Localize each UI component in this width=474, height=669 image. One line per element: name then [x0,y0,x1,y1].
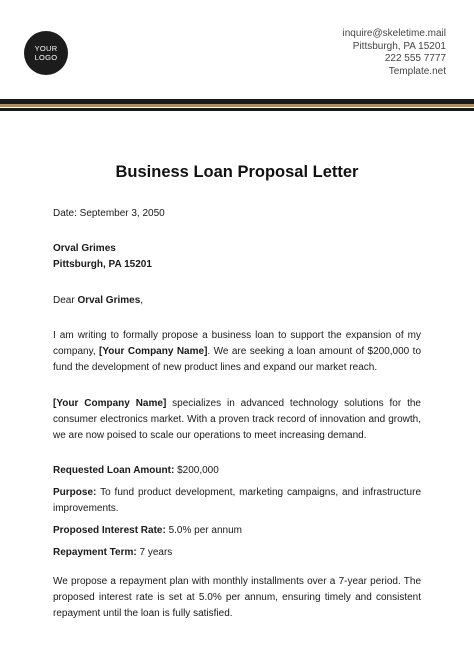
paragraph-company [53,396,421,444]
header-divider-thin [0,108,474,111]
company-name: [Your Company Name] [53,398,167,409]
paragraph-repayment: We propose a repayment plan with monthly installments over a 7-year period. The proposed interest rate is set at 5.0% per annum, ensuring timely and consistent repayment until the loan is fully satisfied. [53,576,421,619]
recipient-name: Orval Grimes [53,243,116,254]
recipient-block [53,241,421,273]
company-logo [24,31,68,75]
logo-line-1: YOUR [34,44,58,53]
recipient-city: Pittsburgh, PA 15201 [53,259,152,270]
detail-value: 7 years [136,547,173,558]
detail-value: 5.0% per annum [165,525,242,536]
intro-text-2: . We are seeking a loan amount of $200,000 to fund the development of new product lines and expand our market reach. [53,346,422,373]
detail-value: To fund product development, marketing campaigns, and infrastructure improvements. [53,487,421,514]
salutation-name: Orval Grimes [77,295,141,306]
detail-value: $200,000 [174,465,219,476]
company-description: specializes in advanced technology solutions for the consumer electronics market. With a proven track record of innovation and growth, we are now poised to scale our operations to meet increasing demand. [53,398,421,441]
detail-label: Repayment Term: [53,547,137,558]
detail-repayment-term [53,545,421,561]
contact-email: inquire@skeletime.mail [342,28,446,39]
salutation-prefix: Dear [53,295,78,306]
letter-title: Business Loan Proposal Letter [115,163,359,181]
contact-block [342,28,446,78]
detail-purpose [53,485,421,517]
salutation [53,293,421,309]
logo-line-2: LOGO [34,53,58,62]
detail-interest-rate [53,523,421,539]
letter-date: Date: September 3, 2050 [53,208,165,219]
contact-phone: 222 555 7777 [384,53,446,64]
paragraph-intro [53,328,421,376]
detail-label: Requested Loan Amount: [53,465,175,476]
intro-text-1: I am writing to formally propose a business loan to support the expansion of my company, [53,330,421,357]
contact-city: Pittsburgh, PA 15201 [352,40,446,52]
loan-details [53,463,421,561]
header-divider-gold [0,104,474,107]
contact-website: Template.net [388,65,446,77]
detail-label: Proposed Interest Rate: [53,525,166,536]
intro-company-name: [Your Company Name] [99,346,208,357]
salutation-suffix: , [140,295,144,306]
detail-label: Purpose: [53,487,97,498]
detail-amount [53,463,421,479]
